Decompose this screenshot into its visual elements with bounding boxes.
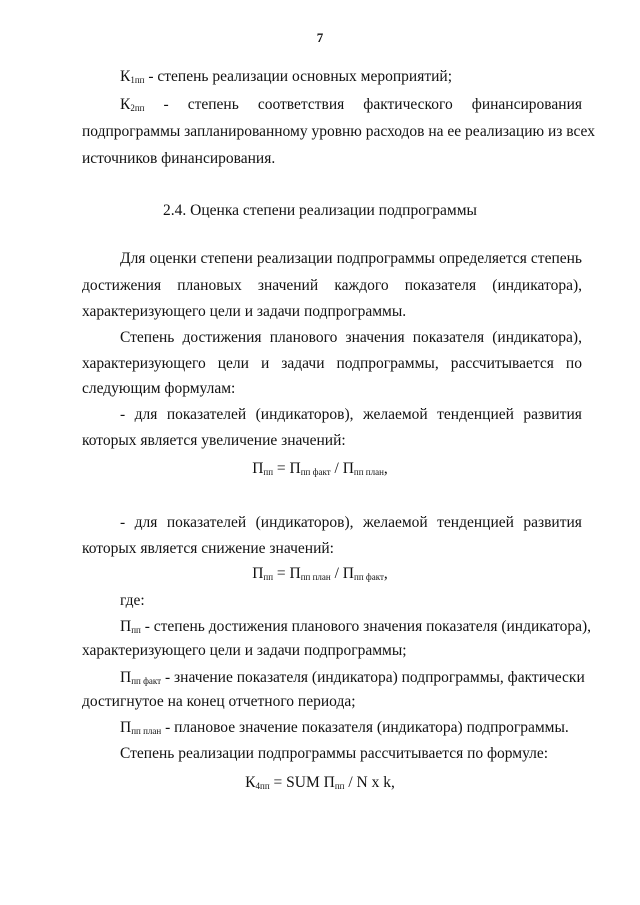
formula-decrease: $П_{пп} = П_{пп план} / П_{пп факт}$,	[252, 565, 388, 582]
paragraph-5: Степень реализации подпрограммы рассчитывается по формуле:	[120, 745, 549, 762]
definition-pp-line2: характеризующего цели и задачи подпрограммы;	[82, 642, 407, 659]
paragraph-1-line3: характеризующего цели и задачи подпрограммы.	[82, 303, 407, 320]
paragraph-3-line1: - для показателей (индикаторов), желаемой тенденцией развития	[120, 406, 582, 423]
definition-pp-fact: $П_{пп факт}$ - значение показателя (индикатора) подпрограммы, фактически	[120, 669, 585, 686]
paragraph-2-line2: характеризующего цели и задачи подпрограммы, рассчитывается по	[82, 355, 582, 372]
paragraph-1-line2: достижения плановых значений каждого показателя (индикатора),	[82, 277, 582, 294]
paragraph-4-line2: которых является снижение значений:	[82, 540, 334, 557]
paragraph-1-line1: Для оценки степени реализации подпрограммы определяется степень	[120, 250, 582, 267]
paragraph-2-line1: Степень достижения планового значения показателя (индикатора),	[120, 329, 582, 346]
section-heading: 2.4. Оценка степени реализации подпрограммы	[163, 202, 477, 219]
paragraph-3-line2: которых является увеличение значений:	[82, 432, 346, 449]
definition-pp-fact-line2: достигнутое на конец отчетного периода;	[82, 693, 356, 710]
k2-definition-line1: $К_{2пп}$ - степень соответствия фактического финансирования	[120, 96, 582, 113]
definition-pp-plan: $П_{пп план}$ - плановое значение показателя (индикатора) подпрограммы.	[120, 719, 569, 736]
formula-increase: $П_{пп} = П_{пп факт} / П_{пп план}$,	[252, 460, 388, 477]
k1-definition: $К_{1пп}$ - степень реализации основных мероприятий;	[120, 68, 453, 85]
paragraph-2-line3: следующим формулам:	[82, 380, 236, 397]
k2-definition-line2: подпрограммы запланированному уровню расходов на ее реализацию из всех	[82, 123, 595, 140]
definition-pp: $П_{пп}$ - степень достижения планового значения показателя (индикатора),	[120, 618, 592, 635]
formula-k4: $К_{4пп}$ = SUM $П_{пп}$ / N x k,	[245, 774, 395, 791]
page-number: 7	[316, 30, 324, 45]
k2-definition-line3: источников финансирования.	[82, 150, 276, 167]
where-label: где:	[120, 592, 145, 609]
paragraph-4-line1: - для показателей (индикаторов), желаемой тенденцией развития	[120, 514, 582, 531]
